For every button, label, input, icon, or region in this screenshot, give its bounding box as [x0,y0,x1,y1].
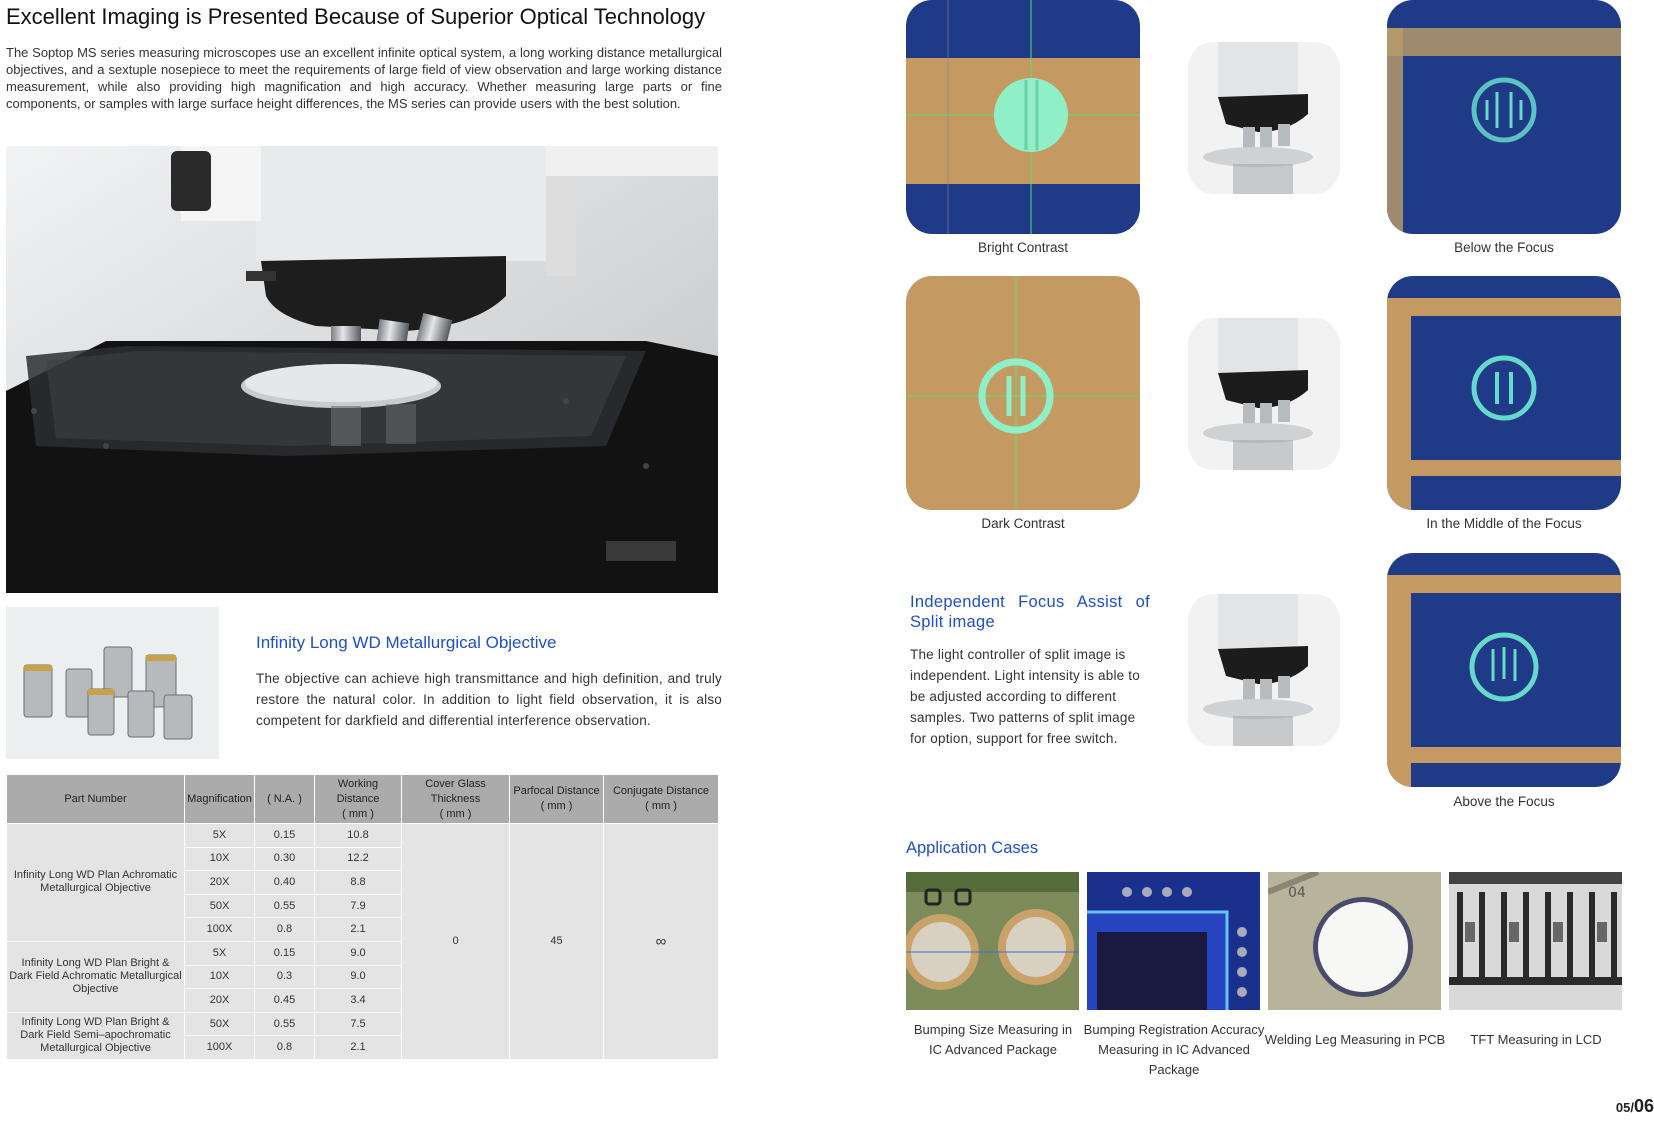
middle-focus-image [1387,276,1621,510]
cell-working-distance: 10.8 [315,824,402,848]
cell-na: 0.45 [255,989,315,1013]
cell-magnification: 50X [185,894,255,918]
objective-spec-table [6,774,719,1060]
dark-contrast-image [906,276,1140,510]
cell-working-distance: 3.4 [315,989,402,1013]
app-image-bumping-size [906,872,1079,1010]
caption-bright-contrast: Bright Contrast [977,240,1069,255]
objective-description: The objective can achieve high transmittance and high definition, and truly restore the natural color. In addition to light field observation, it is also competent for darkfield and differential interference observation. [256,671,722,728]
cell-na: 0.15 [255,824,315,848]
split-image-title: Independent Focus Assist of Split image [910,593,1150,631]
below-focus-image [1387,0,1621,234]
app-image-tft [1449,872,1622,1010]
page-title: Excellent Imaging is Presented Because of Superior Optical Technology [6,4,706,29]
page-number [1616,1096,1654,1117]
header-pf-line2: ( mm ) [540,800,573,812]
table-header-row [7,775,719,824]
caption-middle-focus: In the Middle of the Focus [1426,516,1582,531]
intro-paragraph: The Soptop MS series measuring microscopes use an excellent infinite optical system, a long working distance metallurgical objectives, and a sextuple nosepiece to meet the requirements of large field of view observation and large working distance measurement, while also providing high magnification and high accuracy. Whether measuring large parts or fine components, or samples with large surface height differences, the MS series can provide users with the best solution. [6,45,722,111]
cell-working-distance: 8.8 [315,871,402,895]
cell-magnification: 100X [185,918,255,942]
objective-title: Infinity Long WD Metallurgical Objective [256,633,557,652]
header-part-number: Part Number [7,775,185,824]
cell-na: 0.55 [255,894,315,918]
header-wd-line1: Working Distance [336,777,380,805]
cell-working-distance: 2.1 [315,1036,402,1060]
svg-text:04: 04 [1288,885,1306,901]
cell-working-distance: 9.0 [315,941,402,965]
cell-magnification: 20X [185,871,255,895]
app-caption-welding-leg: Welding Leg Measuring in PCB [1264,1032,1446,1047]
app-caption-line1: Bumping Size Measuring in [913,1022,1073,1037]
app-image-bumping-registration [1087,872,1260,1010]
header-working-distance [315,775,402,824]
header-cj-line2: ( mm ) [645,800,677,812]
cell-magnification: 100X [185,1036,255,1060]
app-caption-line1: Bumping Registration Accuracy [1083,1022,1265,1037]
cell-magnification: 10X [185,965,255,989]
page-number-right: 06 [1633,1096,1654,1116]
cell-conjugate: ∞ [604,824,719,1060]
group-name: Infinity Long WD Plan Bright & Dark Field Semi–apochromatic Metallurgical Objective [7,1012,185,1059]
cell-magnification: 10X [185,847,255,871]
cell-working-distance: 12.2 [315,847,402,871]
header-pf-line1: Parfocal Distance [513,785,600,797]
cell-magnification: 5X [185,824,255,848]
header-wd-line2: ( mm ) [342,807,374,820]
cell-na: 0.40 [255,871,315,895]
cell-na: 0.15 [255,941,315,965]
microscope-thumb-1 [1188,42,1340,194]
cell-working-distance: 7.9 [315,894,402,918]
header-cg-line1: Cover Glass Thickness [425,777,486,805]
header-cover-glass [402,775,510,824]
header-cj-line1: Conjugate Distance [612,785,709,797]
cell-cover-glass: 0 [402,824,510,1060]
header-na: ( N.A. ) [255,775,315,824]
group-name: Infinity Long WD Plan Achromatic Metallurgical Objective [7,824,185,942]
app-caption-tft: TFT Measuring in LCD [1470,1032,1602,1047]
objectives-photo [6,607,219,759]
group-name: Infinity Long WD Plan Bright & Dark Field Achromatic Metallurgical Objective [7,941,185,1012]
cell-parfocal: 45 [510,824,604,1060]
cell-magnification: 5X [185,941,255,965]
app-caption-line2: IC Advanced Package [929,1042,1057,1057]
cell-na: 0.3 [255,965,315,989]
bright-contrast-image [906,0,1140,234]
cell-na: 0.30 [255,847,315,871]
cell-magnification: 50X [185,1012,255,1036]
table-row [7,824,719,848]
microscope-thumb-3 [1188,594,1340,746]
cell-na: 0.8 [255,918,315,942]
header-conjugate [604,775,719,824]
page-number-left: 05/ [1615,1100,1634,1115]
header-magnification: Magnification [185,775,255,824]
app-caption-bumping-registration [1072,1020,1276,1080]
cell-na: 0.8 [255,1036,315,1060]
microscope-thumb-2 [1188,318,1340,470]
header-cg-line2: ( mm ) [439,807,472,820]
cell-working-distance: 9.0 [315,965,402,989]
app-caption-line2: Measuring in IC Advanced Package [1098,1042,1250,1077]
header-parfocal [510,775,604,824]
above-focus-image [1387,553,1621,787]
cell-working-distance: 7.5 [315,1012,402,1036]
caption-dark-contrast: Dark Contrast [981,516,1065,531]
cell-magnification: 20X [185,989,255,1013]
application-cases-title: Application Cases [906,839,1039,857]
caption-below-focus: Below the Focus [1454,240,1554,255]
caption-above-focus: Above the Focus [1453,794,1555,809]
app-caption-bumping-size [898,1020,1088,1060]
cell-na: 0.55 [255,1012,315,1036]
microscope-main-photo [6,146,718,593]
split-image-description: The light controller of split image is independent. Light intensity is able to be adjusted according to different samples. Two patterns of split image for option, support for free switch. [910,647,1140,746]
app-image-welding-leg [1268,872,1441,1010]
cell-working-distance: 2.1 [315,918,402,942]
